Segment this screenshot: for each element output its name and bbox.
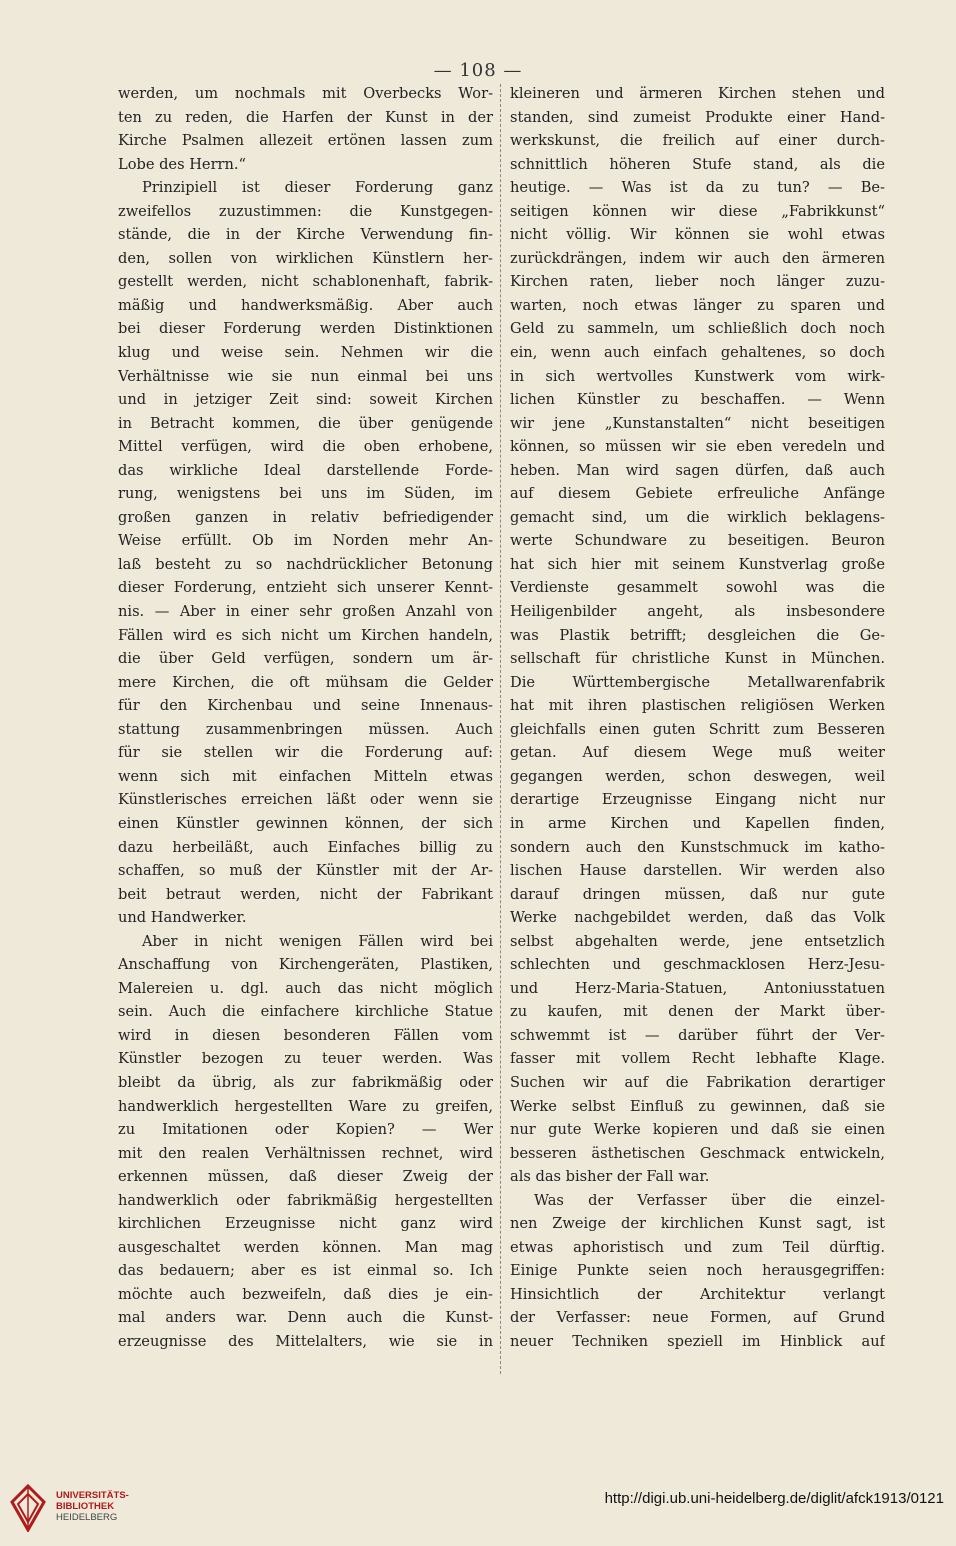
text-line: stände, die in der Kirche Verwendung fin- <box>118 226 493 244</box>
text-line: Aber in nicht wenigen Fällen wird bei <box>142 932 493 950</box>
text-line: in arme Kirchen und Kapellen finden, <box>510 814 885 832</box>
text-line: werkskunst, die freilich auf einer durch- <box>510 132 885 150</box>
text-line: erkennen müssen, daß dieser Zweig der <box>118 1168 493 1186</box>
left-column <box>118 82 493 1354</box>
text-line: handwerklich oder fabrikmäßig hergestellten <box>118 1191 493 1209</box>
source-url-link[interactable]: http://digi.ub.uni-heidelberg.de/diglit/afck1913/0121 <box>604 1490 944 1507</box>
text-line: werte Schundware zu beseitigen. Beuron <box>510 532 885 550</box>
column-divider <box>500 84 502 1374</box>
text-line: Anschaffung von Kirchengeräten, Plastiken, <box>118 956 493 974</box>
text-line: Kirche Psalmen allezeit ertönen lassen zum <box>118 132 493 150</box>
text-line: den, sollen von wirklichen Künstlern her- <box>118 249 493 267</box>
text-line: warten, noch etwas länger zu sparen und <box>510 296 885 314</box>
text-line: für den Kirchenbau und seine Innenaus- <box>118 697 493 715</box>
text-line: zweifellos zuzustimmen: die Kunstgegen- <box>118 202 493 220</box>
text-line: und Herz-Maria-Statuen, Antoniusstatuen <box>510 979 885 997</box>
text-line: nicht völlig. Wir können sie wohl etwas <box>510 226 885 244</box>
text-line: einen Künstler gewinnen können, der sich <box>118 814 493 832</box>
text-line: großen ganzen in relativ befriedigender <box>118 508 493 526</box>
text-line: Hinsichtlich der Architektur verlangt <box>510 1285 885 1303</box>
text-line: zu kaufen, mit denen der Markt über- <box>510 1003 885 1021</box>
text-line: mäßig und handwerksmäßig. Aber auch <box>118 296 493 314</box>
text-line: und Handwerker. <box>118 909 247 927</box>
text-line: Heiligenbilder angeht, als insbesondere <box>510 603 885 621</box>
text-line: für sie stellen wir die Forderung auf: <box>118 744 493 762</box>
right-column <box>510 82 885 1354</box>
text-line: gemacht sind, um die wirklich beklagens- <box>510 508 885 526</box>
page-number: — 108 — <box>433 60 523 81</box>
text-line: wir jene „Kunstanstalten“ nicht beseitigen <box>510 414 885 432</box>
text-line: lichen Künstler zu beschaffen. — Wenn <box>510 391 885 409</box>
text-line: Geld zu sammeln, um schließlich doch noch <box>510 320 885 338</box>
text-line: besseren ästhetischen Geschmack entwickeln, <box>510 1144 885 1162</box>
text-line: selbst abgehalten werde, jene entsetzlich <box>510 932 885 950</box>
text-line: in sich wertvolles Kunstwerk vom wirk- <box>510 367 885 385</box>
text-line: derartige Erzeugnisse Eingang nicht nur <box>510 791 885 809</box>
library-name-line3: HEIDELBERG <box>56 1512 118 1523</box>
text-line: Malereien u. dgl. auch das nicht möglich <box>118 979 493 997</box>
text-line: Werke nachgebildet werden, daß das Volk <box>510 909 885 927</box>
text-line: zu Imitationen oder Kopien? — Wer <box>118 1121 493 1139</box>
text-line: Verhältnisse wie sie nun einmal bei uns <box>118 367 493 385</box>
text-line: bleibt da übrig, als zur fabrikmäßig oder <box>118 1073 493 1091</box>
text-line: ausgeschaltet werden können. Man mag <box>118 1238 493 1256</box>
text-line: werden, um nochmals mit Overbecks Wor- <box>118 85 493 102</box>
text-line: neuer Techniken speziell im Hinblick auf <box>510 1332 885 1350</box>
text-line: können, so müssen wir sie eben veredeln und <box>510 438 885 456</box>
text-line: Was der Verfasser über die einzel- <box>534 1191 885 1209</box>
text-line: Verdienste gesammelt sowohl was die <box>510 579 885 597</box>
text-line: schwemmt ist — darüber führt der Ver- <box>510 1026 885 1044</box>
text-line: lischen Hause darstellen. Wir werden also <box>510 862 885 880</box>
text-line: gestellt werden, nicht schablonenhaft, fabrik- <box>118 273 493 291</box>
text-line: Kirchen raten, lieber noch länger zuzu- <box>510 273 885 291</box>
text-line: Weise erfüllt. Ob im Norden mehr An- <box>118 532 493 550</box>
text-line: hat mit ihren plastischen religiösen Werken <box>510 697 885 715</box>
text-line: Prinzipiell ist dieser Forderung ganz <box>142 179 493 197</box>
text-line: wird in diesen besonderen Fällen vom <box>118 1026 493 1044</box>
text-line: Lobe des Herrn.“ <box>118 155 247 173</box>
text-line: mal anders war. Denn auch die Kunst- <box>118 1309 493 1327</box>
text-line: mere Kirchen, die oft mühsam die Gelder <box>118 673 493 691</box>
text-line: nur gute Werke kopieren und daß sie einen <box>510 1121 885 1139</box>
text-line: kleineren und ärmeren Kirchen stehen und <box>510 85 885 102</box>
text-line: Künstlerisches erreichen läßt oder wenn sie <box>118 791 493 809</box>
text-line: etwas aphoristisch und zum Teil dürftig. <box>510 1238 885 1256</box>
text-line: Einige Punkte seien noch herausgegriffen: <box>510 1262 885 1280</box>
text-line: Werke selbst Einfluß zu gewinnen, daß sie <box>510 1097 885 1115</box>
text-line: mit den realen Verhältnissen rechnet, wird <box>118 1144 493 1162</box>
text-line: klug und weise sein. Nehmen wir die <box>118 344 493 362</box>
text-line: die über Geld verfügen, sondern um är- <box>118 650 493 668</box>
text-line: als das bisher der Fall war. <box>510 1168 710 1186</box>
text-line: wenn sich mit einfachen Mitteln etwas <box>118 767 493 785</box>
text-line: schnittlich höheren Stufe stand, als die <box>510 155 885 173</box>
text-line: Künstler bezogen zu teuer werden. Was <box>118 1050 493 1068</box>
text-line: nis. — Aber in einer sehr großen Anzahl von <box>118 603 493 621</box>
heidelberg-logo-icon <box>8 1484 48 1532</box>
text-line: fasser mit vollem Recht lebhafte Klage. <box>510 1050 885 1068</box>
text-line: darauf dringen müssen, daß nur gute <box>510 885 885 903</box>
text-line: gegangen werden, schon deswegen, weil <box>510 767 885 785</box>
text-line: handwerklich hergestellten Ware zu greifen, <box>118 1097 493 1115</box>
text-line: schaffen, so muß der Künstler mit der Ar- <box>118 862 493 880</box>
text-line: das bedauern; aber es ist einmal so. Ich <box>118 1262 493 1280</box>
text-line: sein. Auch die einfachere kirchliche Statue <box>118 1003 493 1021</box>
text-line: beit betraut werden, nicht der Fabrikant <box>118 885 493 903</box>
text-line: zurückdrängen, indem wir auch den ärmeren <box>510 249 885 267</box>
text-line: in Betracht kommen, die über genügende <box>118 414 493 432</box>
text-line: rung, wenigstens bei uns im Süden, im <box>118 485 493 503</box>
text-line: ein, wenn auch einfach gehaltenes, so doch <box>510 344 885 362</box>
text-line: schlechten und geschmacklosen Herz-Jesu- <box>510 956 885 974</box>
text-line: möchte auch bezweifeln, daß dies je ein- <box>118 1285 493 1303</box>
text-line: bei dieser Forderung werden Distinktionen <box>118 320 493 338</box>
text-line: kirchlichen Erzeugnisse nicht ganz wird <box>118 1215 493 1233</box>
text-line: Mittel verfügen, wird die oben erhobene, <box>118 438 493 456</box>
text-line: nen Zweige der kirchlichen Kunst sagt, ist <box>510 1215 885 1233</box>
text-line: der Verfasser: neue Formen, auf Grund <box>510 1309 885 1327</box>
text-line: seitigen können wir diese „Fabrikkunst“ <box>510 202 885 220</box>
text-line: gleichfalls einen guten Schritt zum Besseren <box>510 720 885 738</box>
text-line: getan. Auf diesem Wege muß weiter <box>510 744 885 762</box>
library-name <box>56 1490 129 1523</box>
text-line: erzeugnisse des Mittelalters, wie sie in <box>118 1332 493 1350</box>
text-line: was Plastik betrifft; desgleichen die Ge- <box>510 626 885 644</box>
text-line: Fällen wird es sich nicht um Kirchen handeln, <box>118 626 493 644</box>
text-line: heutige. — Was ist da zu tun? — Be- <box>510 179 885 197</box>
text-line: standen, sind zumeist Produkte einer Hand- <box>510 108 885 126</box>
text-line: sondern auch den Kunstschmuck im katho- <box>510 838 885 856</box>
text-line: ten zu reden, die Harfen der Kunst in der <box>118 108 493 126</box>
text-line: stattung zusammenbringen müssen. Auch <box>118 720 493 738</box>
library-name-line1: UNIVERSITÄTS- <box>56 1490 129 1501</box>
text-line: heben. Man wird sagen dürfen, daß auch <box>510 461 885 479</box>
text-line: auf diesem Gebiete erfreuliche Anfänge <box>510 485 885 503</box>
text-line: dieser Forderung, entzieht sich unserer Kennt- <box>118 579 493 597</box>
library-name-line2: BIBLIOTHEK <box>56 1501 115 1512</box>
text-line: hat sich hier mit seinem Kunstverlag große <box>510 555 885 573</box>
text-line: laß besteht zu so nachdrücklicher Betonung <box>118 555 493 573</box>
library-logo[interactable] <box>8 1484 158 1536</box>
text-line: Die Württembergische Metallwarenfabrik <box>510 673 885 691</box>
text-line: und in jetziger Zeit sind: soweit Kirchen <box>118 391 493 409</box>
text-line: Suchen wir auf die Fabrikation derartiger <box>510 1073 885 1091</box>
text-line: dazu herbeiläßt, auch Einfaches billig zu <box>118 838 493 856</box>
text-line: das wirkliche Ideal darstellende Forde- <box>118 461 493 479</box>
text-line: sellschaft für christliche Kunst in München. <box>510 650 885 668</box>
